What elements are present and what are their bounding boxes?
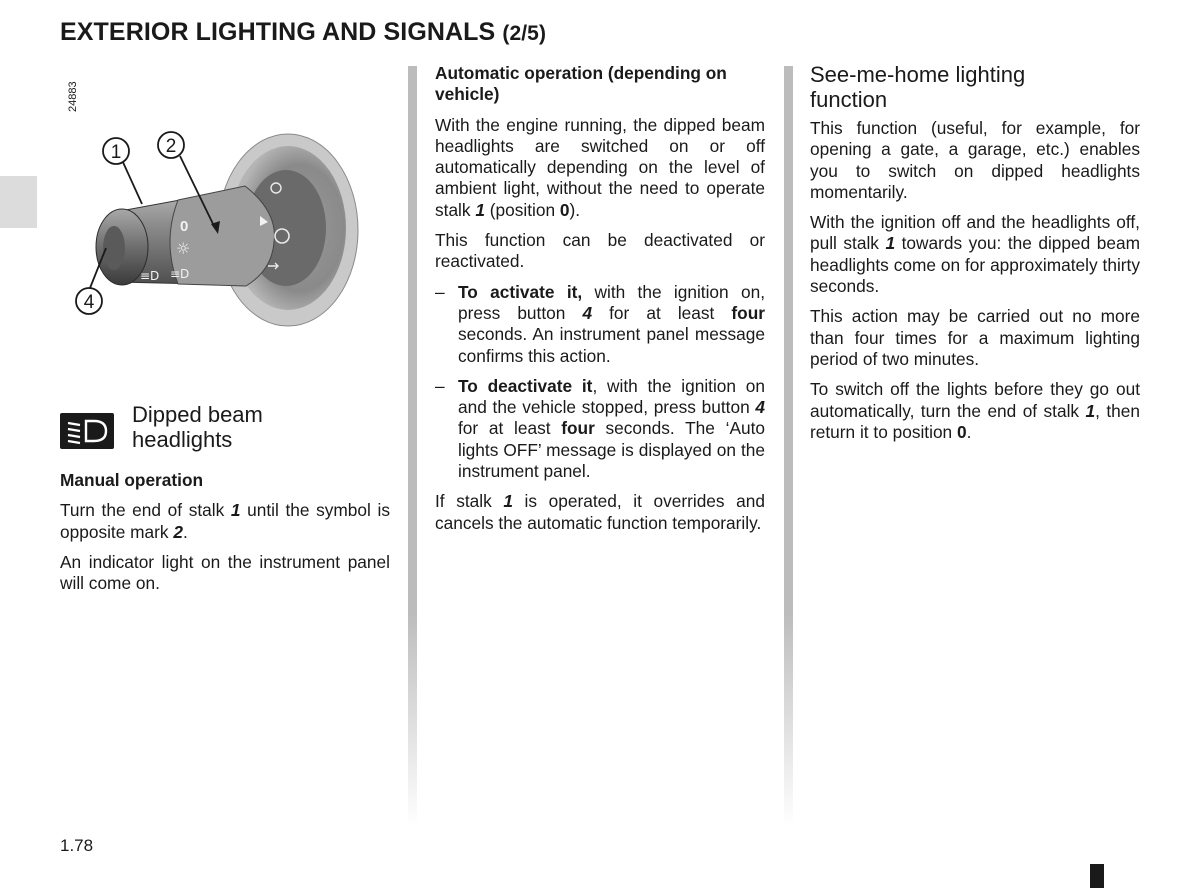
text: is operated, it overrides and cancels the automatic function temporarily. — [435, 491, 765, 533]
symbol-off: 0 — [180, 218, 189, 235]
image-code — [62, 74, 82, 114]
list-item — [435, 376, 765, 482]
see-me-home-activate — [810, 212, 1140, 297]
callout-1-label: 1 — [110, 142, 122, 163]
button-ref: 4 — [582, 302, 593, 323]
page-title-main: EXTERIOR LIGHTING AND SIGNALS — [60, 18, 496, 46]
dipped-beam-title: Dipped beam headlights — [132, 402, 263, 452]
position-ref: 0 — [956, 421, 967, 442]
text: . — [966, 421, 972, 442]
symbol-main-beam: ≡D — [170, 267, 190, 281]
override-paragraph — [435, 491, 765, 534]
dash-bullet: – — [435, 281, 445, 302]
column-separator-right — [784, 66, 793, 826]
text: (position — [484, 199, 560, 220]
text: If stalk — [435, 491, 504, 512]
text: with the ignition on, press button — [458, 281, 765, 323]
text: , then return it to position — [810, 400, 1140, 442]
emphasis: four — [731, 302, 765, 323]
page-number: 1.78 — [60, 836, 94, 855]
middle-column — [435, 63, 765, 543]
stalk-ref: 1 — [503, 491, 513, 512]
text: , with the ignition on and the vehicle stopped, press button — [458, 375, 765, 418]
left-column — [60, 470, 390, 603]
see-me-home-intro: This function (useful, for example, for opening a gate, a garage, etc.) enables you to switch on dipped headlights momentarily. — [810, 118, 1140, 202]
stalk-ref: 1 — [885, 233, 896, 254]
text: . — [182, 521, 188, 542]
chapter-tab — [0, 176, 37, 228]
page-title — [60, 18, 546, 47]
text: To switch off the lights before they go out automatically, turn the end of stalk — [810, 379, 1140, 421]
button-ref: 4 — [755, 397, 765, 418]
text: With the ignition off and the headlights off, pull stalk — [810, 212, 1140, 254]
text: towards you: the dipped beam headlights come on for approximately thirty seconds. — [810, 233, 1140, 297]
page-edge-marker — [1090, 864, 1104, 888]
see-me-home-title: See-me-home lighting function — [810, 62, 1026, 112]
dipped-beam-icon — [60, 413, 114, 449]
item-lead: To deactivate it — [458, 375, 593, 396]
callout-4-label: 4 — [83, 292, 95, 313]
item-lead: To activate it, — [458, 281, 583, 302]
see-me-home-switch-off — [810, 379, 1140, 443]
text: seconds. An instrument panel message confirms this action. — [458, 324, 765, 366]
text: ). — [569, 199, 581, 220]
emphasis: four — [561, 418, 595, 439]
right-column — [810, 62, 1140, 452]
text: for at least — [458, 418, 562, 439]
callout-1-leader — [122, 160, 142, 204]
deactivate-paragraph: This function can be deactivated or reactivated. — [435, 230, 765, 272]
stalk-tip-face — [103, 226, 125, 270]
text: seconds. The ‘Auto lights OFF’ message is displayed on the instrument panel. — [458, 418, 765, 482]
see-me-home-limit: This action may be carried out no more than four times for a maximum lighting period of two minutes. — [810, 306, 1140, 369]
manual-operation-paragraph — [60, 500, 390, 543]
page-title-suffix: (2/5) — [502, 22, 547, 45]
text: until the symbol is opposite mark — [60, 500, 390, 542]
list-item — [435, 282, 765, 367]
mark-ref: 2 — [173, 521, 183, 542]
indicator-paragraph: An indicator light on the instrument panel will come on. — [60, 551, 390, 594]
manual-operation-heading: Manual operation — [60, 470, 204, 490]
column-separator-left — [408, 66, 417, 826]
callout-2-label: 2 — [165, 136, 177, 157]
automatic-paragraph — [435, 115, 765, 221]
dash-bullet: – — [435, 375, 445, 396]
stalk-ref: 1 — [1085, 400, 1096, 421]
stalk-ref: 1 — [475, 199, 485, 220]
image-code-text: 24883 — [67, 81, 79, 112]
stalk-ref: 1 — [230, 500, 241, 521]
activation-list — [435, 282, 765, 483]
automatic-operation-heading: Automatic operation (depending on vehicle) — [435, 63, 727, 105]
dipped-beam-icon-graphic — [60, 413, 114, 449]
symbol-dipped: ≡D — [140, 269, 160, 283]
text: for at least — [592, 302, 732, 323]
text: Turn the end of stalk — [60, 500, 231, 521]
position-ref: 0 — [559, 199, 570, 220]
symbol-sidelights: ☼ — [176, 239, 191, 258]
text: With the engine running, the dipped beam headlights are switched on or off automatically depending on the level of ambient light, without the need to operate stalk — [435, 114, 765, 220]
lighting-stalk-illustration — [60, 120, 370, 335]
